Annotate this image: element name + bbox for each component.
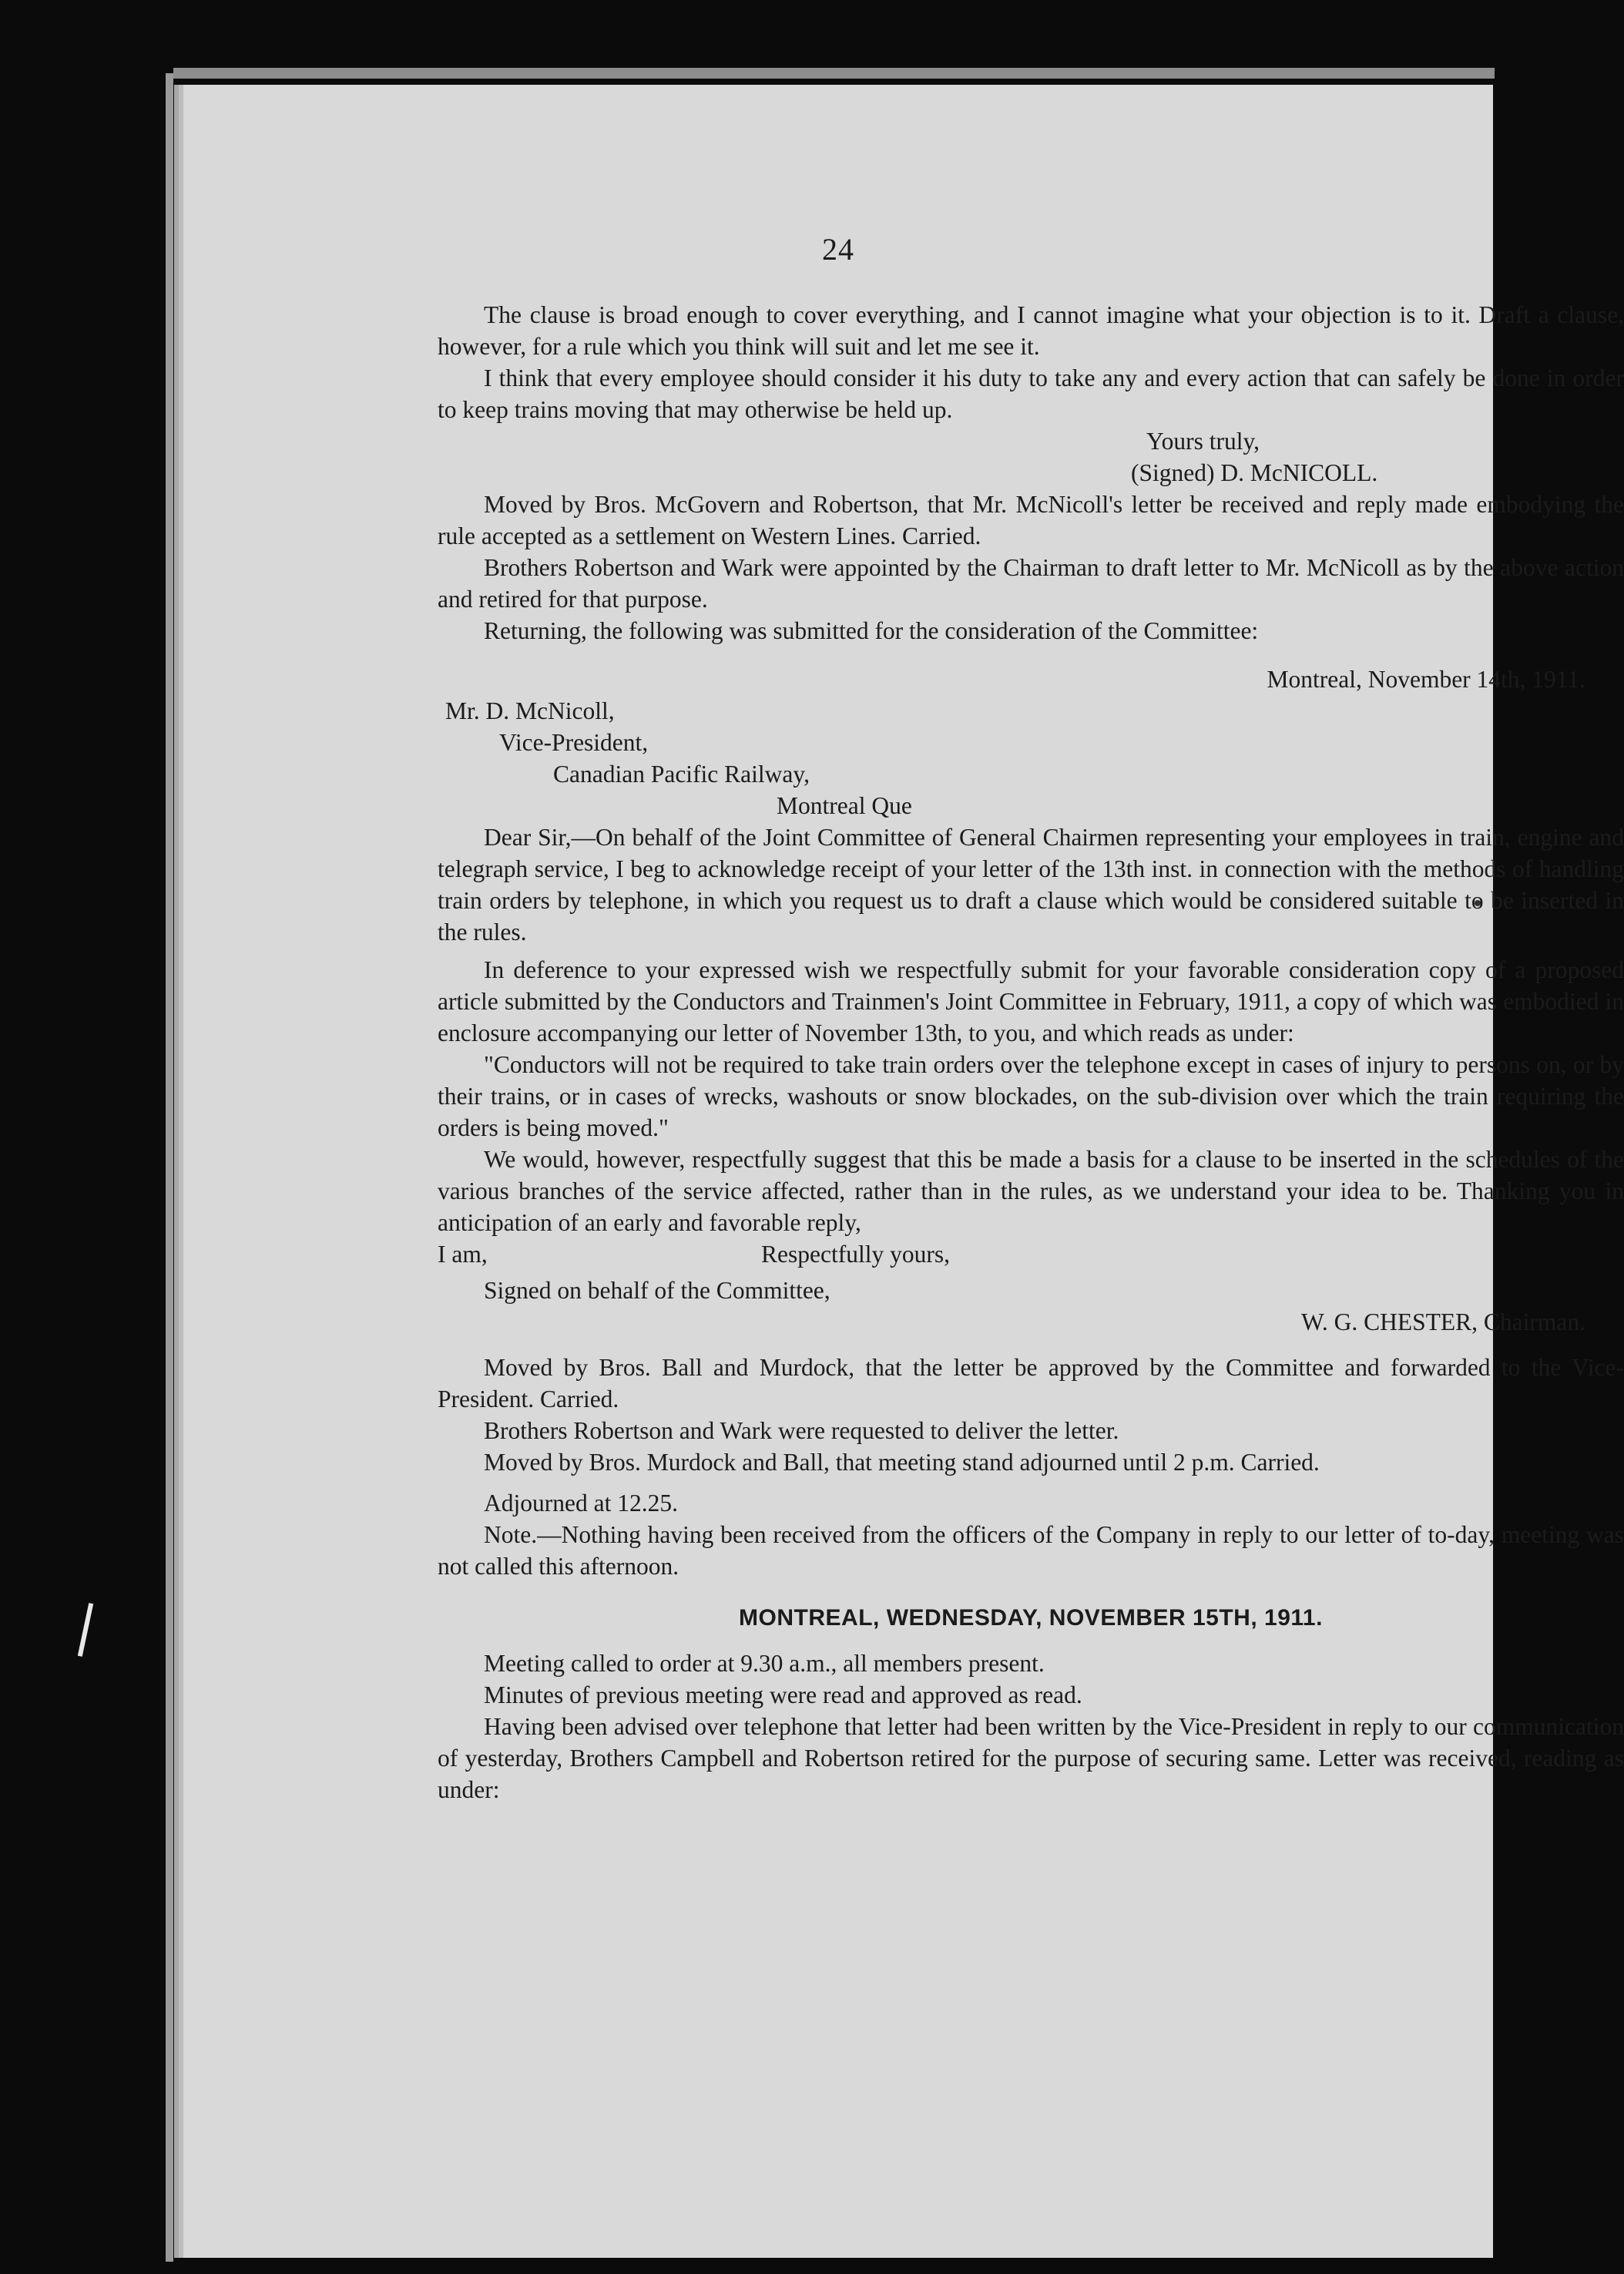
spacer xyxy=(438,948,1624,954)
address-name: Mr. D. McNicoll, xyxy=(445,697,615,724)
paragraph: Moved by Bros. McGovern and Robertson, that Mr. McNicoll's letter be received and reply made embodying the rule accepted as a settlement on Western Lines. Carried. xyxy=(438,491,1624,549)
spacer xyxy=(438,1478,1624,1487)
signature-mcnicoll: (Signed) D. McNICOLL. xyxy=(1131,459,1378,486)
address-title: Vice-President, xyxy=(499,729,649,756)
paragraph: Returning, the following was submitted for the consideration of the Committee: xyxy=(484,617,1259,644)
paragraph: Minutes of previous meeting were read and approved as read. xyxy=(484,1681,1082,1708)
spacer xyxy=(438,1338,1624,1352)
signature-chester: W. G. CHESTER, Chairman. xyxy=(1301,1308,1585,1335)
address-company: Canadian Pacific Railway, xyxy=(553,761,810,788)
paragraph: Brothers Robertson and Wark were appointed by the Chairman to draft letter to Mr. McNicoll as by the above action and retired for that purpose. xyxy=(438,554,1624,613)
respectfully-yours: Respectfully yours, xyxy=(761,1241,950,1268)
page-body xyxy=(438,299,1624,1805)
signed-on-behalf: Signed on behalf of the Committee, xyxy=(484,1277,830,1304)
paragraph: I think that every employee should consider it his duty to take any and every action that can safely be done in order to keep trains moving that may otherwise be held up. xyxy=(438,364,1624,423)
i-am: I am, xyxy=(438,1241,488,1268)
section-heading: MONTREAL, WEDNESDAY, NOVEMBER 15TH, 1911. xyxy=(739,1605,1323,1631)
margin-mark xyxy=(78,1603,93,1657)
paragraph: Meeting called to order at 9.30 a.m., all members present. xyxy=(484,1650,1045,1677)
paragraph: Adjourned at 12.25. xyxy=(484,1490,678,1517)
paragraph: Having been advised over telephone that letter had been written by the Vice-President in reply to our communication of yesterday, Brothers Campbell and Robertson retired for the purpose of securing same. Letter was received, reading as under: xyxy=(438,1713,1624,1803)
page-stack-edge-top xyxy=(173,68,1495,79)
page-stack-edge xyxy=(166,73,173,2262)
paragraph: Dear Sir,—On behalf of the Joint Committee of General Chairmen representing your employees in train, engine and telegraph service, I beg to acknowledge receipt of your letter of the 13th inst. in connection with the methods of handling train orders by telephone, in which you request us to draft a clause which would be considered suitable to be inserted in the rules. xyxy=(438,824,1624,946)
paragraph: We would, however, respectfully suggest that this be made a basis for a clause to be inserted in the schedules of the various branches of the service affected, rather than in the rules, as we understand your idea to be. Thanking you in anticipation of an early and favorable reply, xyxy=(438,1146,1624,1236)
quoted-rule: "Conductors will not be required to take train orders over the telephone except in cases of injury to persons on, or by their trains, or in cases of wrecks, washouts or snow blockades, on the sub-division over which the train requiring the orders is being moved." xyxy=(438,1051,1624,1141)
paragraph: Note.—Nothing having been received from the officers of the Company in reply to our letter of to-day, meeting was not called this afternoon. xyxy=(438,1521,1624,1580)
paragraph: Brothers Robertson and Wark were requested to deliver the letter. xyxy=(484,1417,1119,1444)
paragraph: Moved by Bros. Ball and Murdock, that the letter be approved by the Committee and forwarded to the Vice-President. Carried. xyxy=(438,1354,1624,1412)
page-number: 24 xyxy=(822,232,854,267)
closing-row xyxy=(438,1238,1624,1270)
closing-yours-truly: Yours truly, xyxy=(1146,428,1260,455)
address-city: Montreal Que xyxy=(777,792,912,819)
paragraph: Moved by Bros. Murdock and Ball, that meeting stand adjourned until 2 p.m. Carried. xyxy=(484,1449,1320,1476)
letter-date: Montreal, November 14th, 1911. xyxy=(1267,666,1585,693)
paragraph: In deference to your expressed wish we respectfully submit for your favorable consideration copy of a proposed article submitted by the Conductors and Trainmen's Joint Committee in February, 1911, a copy of which was embodied in enclosure accompanying our letter of November 13th, to you, and which reads as under: xyxy=(438,956,1624,1046)
paragraph: The clause is broad enough to cover everything, and I cannot imagine what your objection is to it. Draft a clause, however, for a rule which you think will suit and let me see it. xyxy=(438,301,1624,360)
document-page xyxy=(183,85,1624,2258)
